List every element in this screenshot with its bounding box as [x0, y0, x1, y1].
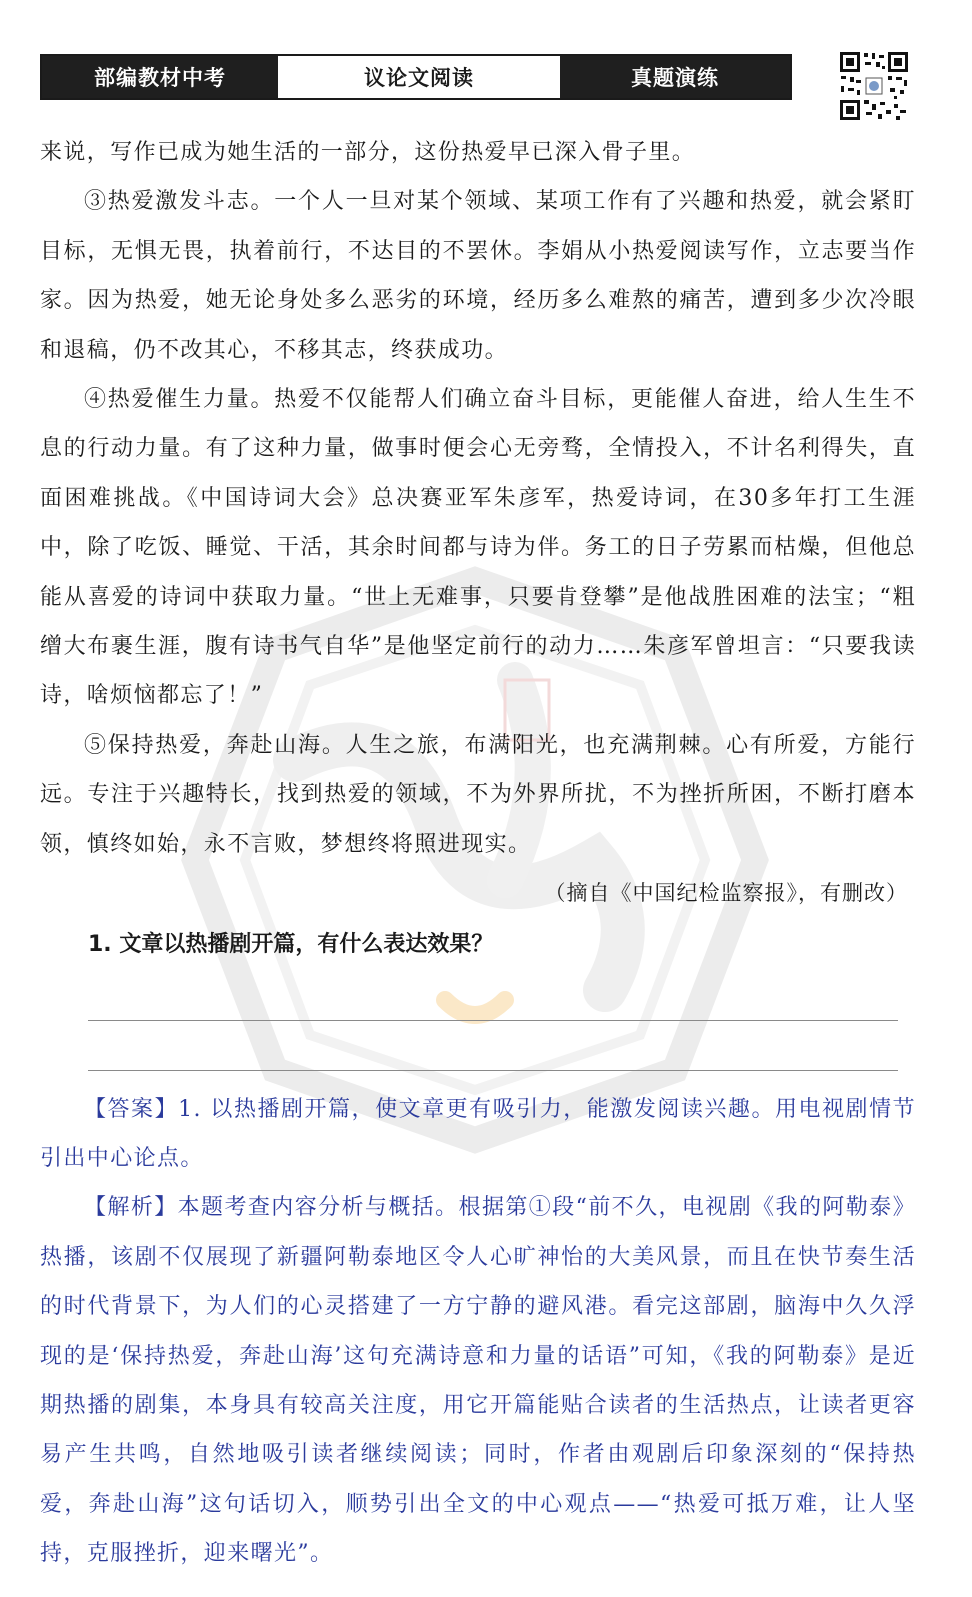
answer-line-2[interactable]: [88, 1021, 898, 1071]
answer-text: 1. 以热播剧开篇，使文章更有吸引力，能激发阅读兴趣。用电视剧情节引出中心论点。: [40, 1096, 917, 1171]
article-source: （摘自《中国纪检监察报》，有删改）: [544, 881, 908, 906]
analysis-text: 本题考查内容分析与概括。根据第①段“前不久，电视剧《我的阿勒泰》热播，该剧不仅展现了新疆阿勒泰地区令人心旷神怡的大美风景，而且在快节奏生活的时代背景下，为人们的心灵搭建了一方宁静的避风港。看完这部剧，脑海中久久浮现的是‘保持热爱，奔赴山海’这句充满诗意和力量的话语”可知，《我的阿勒泰》是近期热播的剧集，本身具有较高关注度，用它开篇能贴合读者的生活热点，让读者更容易产生共鸣，自然地吸引读者继续阅读；同时，作者由观剧后印象深刻的“保持热爱，奔赴山海”这句话切入，顺势引出全文的中心观点——“热爱可抵万难，让人坚持，克服挫折，迎来曙光”。: [40, 1195, 916, 1567]
analysis-paragraph: [40, 1183, 916, 1578]
analysis-tag: 【解析】: [84, 1195, 178, 1221]
article-paragraph-continued: 来说，写作已成为她生活的一部分，这份热爱早已深入骨子里。: [40, 140, 696, 165]
question-1: 1. 文章以热播剧开篇，有什么表达效果？: [88, 931, 494, 957]
article-paragraph-5: ⑤保持热爱，奔赴山海。人生之旅，布满阳光，也充满荆棘。心有所爱，方能行远。专注于兴趣特长，找到热爱的领域，不为外界所扰，不为挫折所困，不断打磨本领，慎终如始，永不言败，梦想终将照进现实。: [40, 732, 916, 857]
header-left: 部编教材中考: [42, 56, 278, 98]
article-paragraph-4: ④热爱催生力量。热爱不仅能帮人们确立奋斗目标，更能催人奋进，给人生生不息的行动力量。有了这种力量，做事时便会心无旁骛，全情投入，不计名利得失，直面困难挑战。《中国诗词大会》总决赛亚军朱彦军，热爱诗词，在30多年打工生涯中，除了吃饭、睡觉、干活，其余时间都与诗为伴。务工的日子劳累而枯燥，但他总能从喜爱的诗词中获取力量。“世上无难事，只要肯登攀”是他战胜困难的法宝；“粗缯大布裹生涯，腹有诗书气自华”是他坚定前行的动力……朱彦军曾坦言：“只要我读诗，啥烦恼都忘了！”: [40, 387, 916, 709]
header-center: 议论文阅读: [278, 56, 560, 98]
header-right: 真题演练: [560, 56, 790, 98]
document-body: [40, 128, 916, 1579]
header-bar: [40, 54, 792, 100]
qr-code-icon[interactable]: [838, 50, 910, 122]
answer-line-1[interactable]: [88, 971, 898, 1021]
answer-paragraph: [40, 1085, 916, 1184]
article-paragraph-3: ③热爱激发斗志。一个人一旦对某个领域、某项工作有了兴趣和热爱，就会紧盯目标，无惧无畏，执着前行，不达目的不罢休。李娟从小热爱阅读写作，立志要当作家。因为热爱，她无论身处多么恶劣的环境，经历多么难熬的痛苦，遭到多少次冷眼和退稿，仍不改其心，不移其志，终获成功。: [40, 189, 916, 363]
answer-tag: 【答案】: [84, 1096, 179, 1122]
